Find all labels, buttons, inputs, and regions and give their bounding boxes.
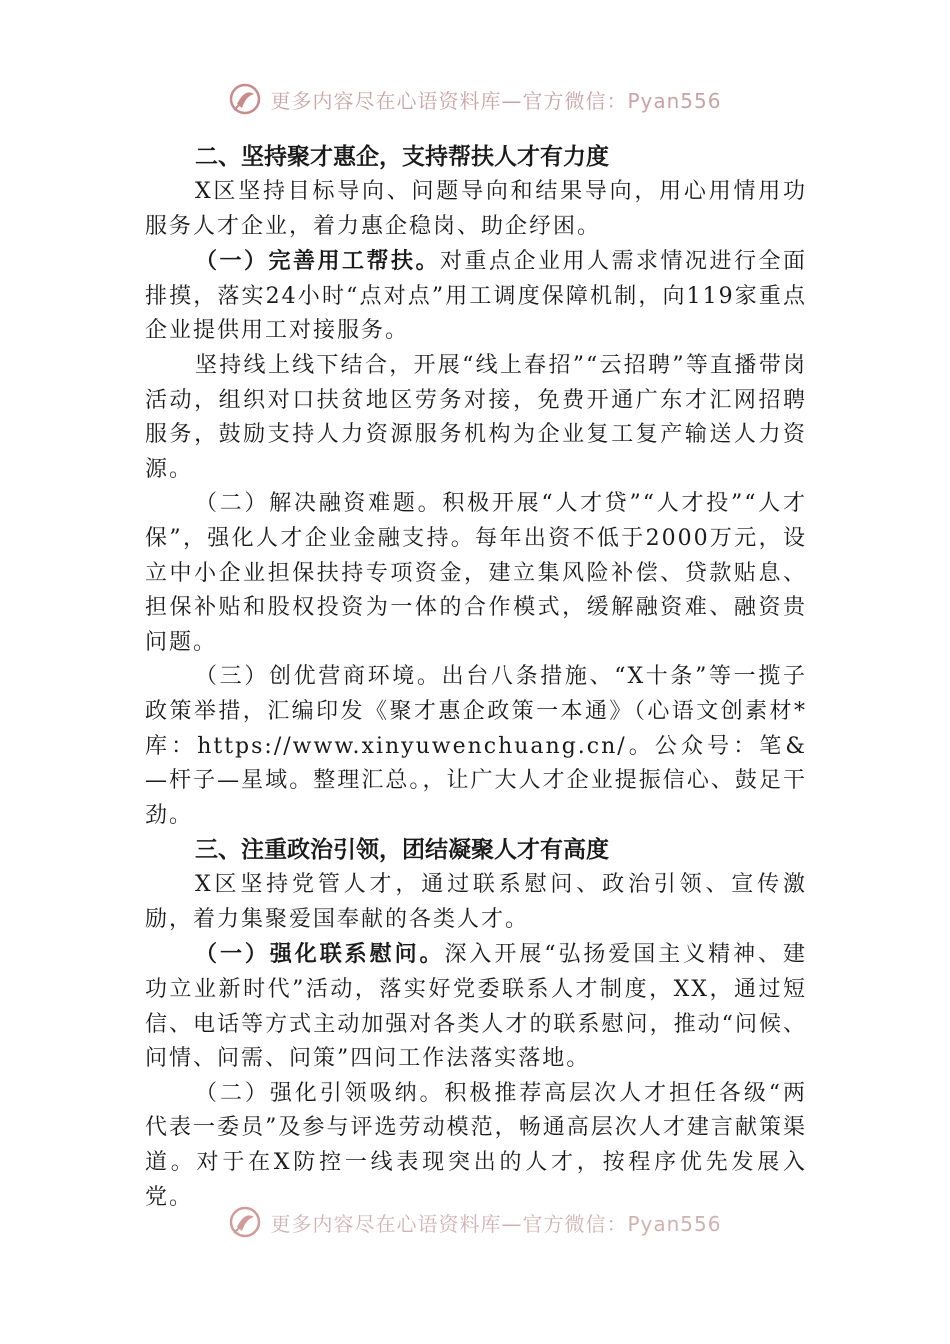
paragraph <box>145 937 807 1076</box>
paragraph-text: 对重点企业用人需求情况进行全面排摸，落实24小时“点对点”用工调度保障机制，向119家重点企业提供用工对接服务。 <box>145 249 807 344</box>
paragraph-text: X区坚持目标导向、问题导向和结果导向，用心用情用功服务人才企业，着力惠企稳岗、助企纾困。 <box>145 179 807 239</box>
paragraph <box>145 660 807 833</box>
subheading: （三）创优营商环境。 <box>195 664 442 690</box>
subheading: （一）完善用工帮扶。 <box>195 248 440 275</box>
document-body <box>145 140 807 1215</box>
paragraph-text: X区坚持党管人才，通过联系慰问、政治引领、宣传激励，着力集聚爱国奉献的各类人才。 <box>145 872 807 932</box>
paragraph-text: 积极推荐高层次人才担任各级“两代表一委员”及参与评选劳动模范，畅通高层次人才建言献策渠道。对于在X防控一线表现突出的人才，按程序优先发展入党。 <box>145 1080 807 1210</box>
section-heading-2: 二、坚持聚才惠企，支持帮扶人才有力度 <box>195 144 609 170</box>
watermark-text: 更多内容尽在心语资料库—官方微信：Pyan556 <box>270 1211 722 1236</box>
paragraph <box>145 487 807 660</box>
section-heading-3: 三、注重政治引领，团结凝聚人才有高度 <box>195 837 609 864</box>
paragraph-text: 深入开展“弘扬爱国主义精神、建功立业新时代”活动，落实好党委联系人才制度，XX，通过短信、电话等方式主动加强对各类人才的联系慰问，推动“问候、问情、问需、问策”四问工作法落实落地。 <box>145 942 807 1072</box>
watermark-header <box>0 82 950 116</box>
watermark-text: 更多内容尽在心语资料库—官方微信：Pyan556 <box>270 88 722 113</box>
paragraph <box>145 175 807 244</box>
paragraph-text: 积极开展“人才贷”“人才投”“人才保”，强化人才企业金融支持。每年出资不低于2000万元，设立中小企业担保扶持专项资金，建立集风险补偿、贷款贴息、担保补贴和股权投资为一体的合作模式，缓解融资难、融资贵问题。 <box>145 491 807 655</box>
library-logo-icon <box>228 1205 262 1239</box>
paragraph <box>145 349 807 487</box>
watermark-footer <box>0 1205 950 1239</box>
subheading: （一）强化联系慰问。 <box>195 941 445 968</box>
paragraph <box>145 244 807 349</box>
paragraph <box>145 868 807 937</box>
paragraph-text: 出台八条措施、“X十条”等一揽子政策举措，汇编印发《聚才惠企政策一本通》（心语文创素材*库：https://www.xinyuwenchuang.cn/。公众号：笔&—杆子—星域。整理汇总。，让广大人才企业提振信心、鼓足干劲。 <box>145 664 807 828</box>
paragraph <box>145 1077 807 1215</box>
subheading: （二）强化引领吸纳。 <box>195 1080 445 1106</box>
subheading: （二）解决融资难题。 <box>195 491 443 517</box>
paragraph-text: 坚持线上线下结合，开展“线上春招”“云招聘”等直播带岗活动，组织对口扶贫地区劳务对接，免费开通广东才汇网招聘服务，鼓励支持人力资源服务机构为企业复工复产输送人力资源。 <box>145 352 807 482</box>
library-logo-icon <box>228 82 262 116</box>
